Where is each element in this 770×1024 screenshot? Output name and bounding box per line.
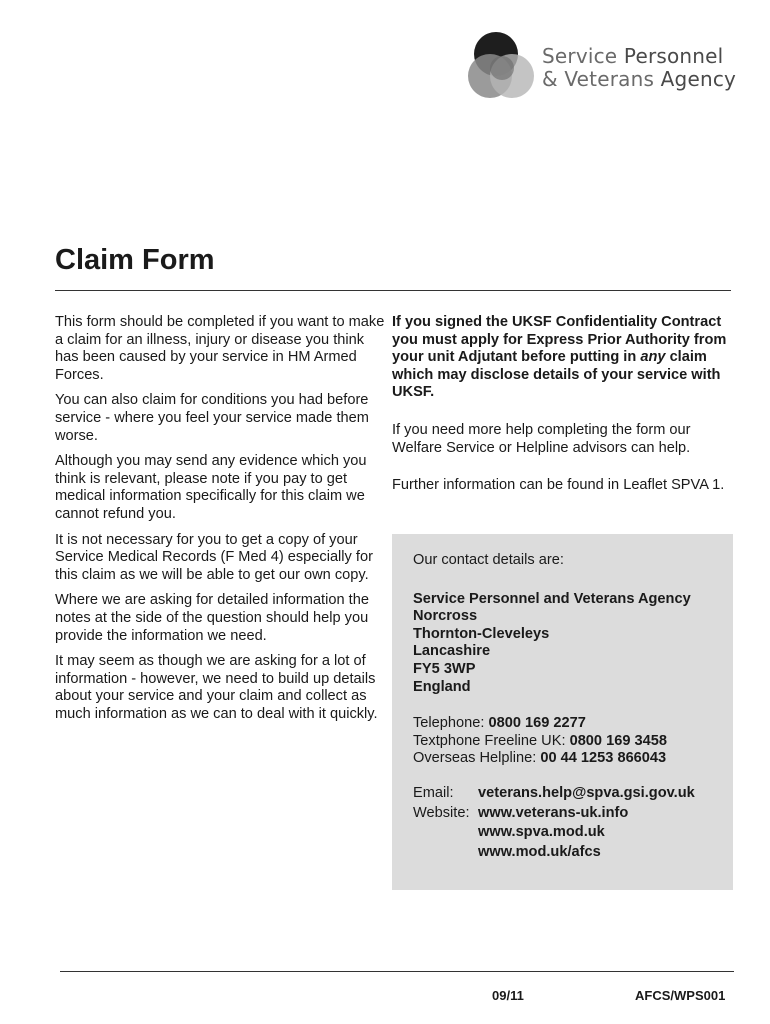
address-line: Service Personnel and Veterans Agency: [413, 590, 691, 607]
intro-paragraph: Although you may send any evidence which you think is relevant, please note if you pay to get medical information specifically for this claim we cannot refund you.: [55, 453, 367, 522]
intro-paragraph: You can also claim for conditions you had before service - where you feel your service made them worse.: [55, 392, 369, 444]
address-line: England: [413, 678, 471, 695]
intro-paragraph: This form should be completed if you want to make a claim for an illness, injury or disease you think has been caused by your service in HM Armed Forces.: [55, 314, 385, 383]
title-divider: [55, 290, 731, 291]
overseas-helpline-number[interactable]: 00 44 1253 866043: [540, 750, 667, 767]
page-title: Claim Form: [55, 244, 215, 276]
uksf-emphasis: any: [640, 349, 666, 366]
textphone-number[interactable]: 0800 169 3458: [569, 732, 667, 749]
contact-intro: Our contact details are:: [413, 552, 564, 568]
website-link[interactable]: www.spva.mod.uk: [478, 824, 605, 841]
postal-address: [413, 591, 695, 697]
help-paragraph: If you need more help completing the form our Welfare Service or Helpline advisors can help.: [392, 421, 691, 456]
address-line: Thornton-Cleveleys: [413, 625, 550, 642]
intro-paragraph: It is not necessary for you to get a copy of your Service Medical Records (F Med 4) especially for this claim as we will be able to get our own copy.: [55, 531, 373, 583]
guidance-column: [392, 314, 732, 495]
uksf-notice: If you signed the UKSF Confidentiality Contract you must apply for Express Prior Authority from your unit Adjutant before putting in any claim which may disclose details of your service with UKSF.: [392, 314, 727, 401]
telephone-number[interactable]: 0800 169 2277: [488, 715, 586, 732]
footer-divider: [60, 971, 734, 972]
agency-logo-icon: [464, 32, 544, 108]
address-line: FY5 3WP: [413, 660, 476, 677]
website-link[interactable]: www.veterans-uk.info: [478, 804, 629, 821]
agency-logo-text: Service Personnel & Veterans Agency: [542, 44, 737, 91]
email-link[interactable]: veterans.help@spva.gsi.gov.uk: [478, 784, 695, 801]
intro-column: [55, 314, 385, 731]
footer-date: 09/11: [492, 988, 524, 1003]
website-link[interactable]: www.mod.uk/afcs: [478, 843, 601, 860]
address-line: Lancashire: [413, 643, 491, 660]
form-code: AFCS/WPS001: [635, 988, 726, 1003]
address-line: Norcross: [413, 608, 478, 625]
intro-paragraph: It may seem as though we are asking for a lot of information - however, we need to build up details about your service and your claim and collect as much information as we can to deal with it quickly.: [55, 653, 378, 722]
contact-details-box: [392, 534, 733, 890]
agency-logo: [464, 32, 744, 112]
phone-numbers: Telephone: 0800 169 2277 Textphone Freeline UK: 0800 169 3458 Overseas Helpline: 00 44 1253 866043: [413, 715, 667, 767]
online-contacts: Email: veterans.help@spva.gsi.gov.uk Website: www.veterans-uk.info www.spva.mod.uk www.mod.uk/afcs: [413, 784, 695, 860]
further-info-paragraph: Further information can be found in Leaflet SPVA 1.: [392, 477, 725, 494]
intro-paragraph: Where we are asking for detailed information the notes at the side of the question should help you provide the information we need.: [55, 592, 369, 644]
